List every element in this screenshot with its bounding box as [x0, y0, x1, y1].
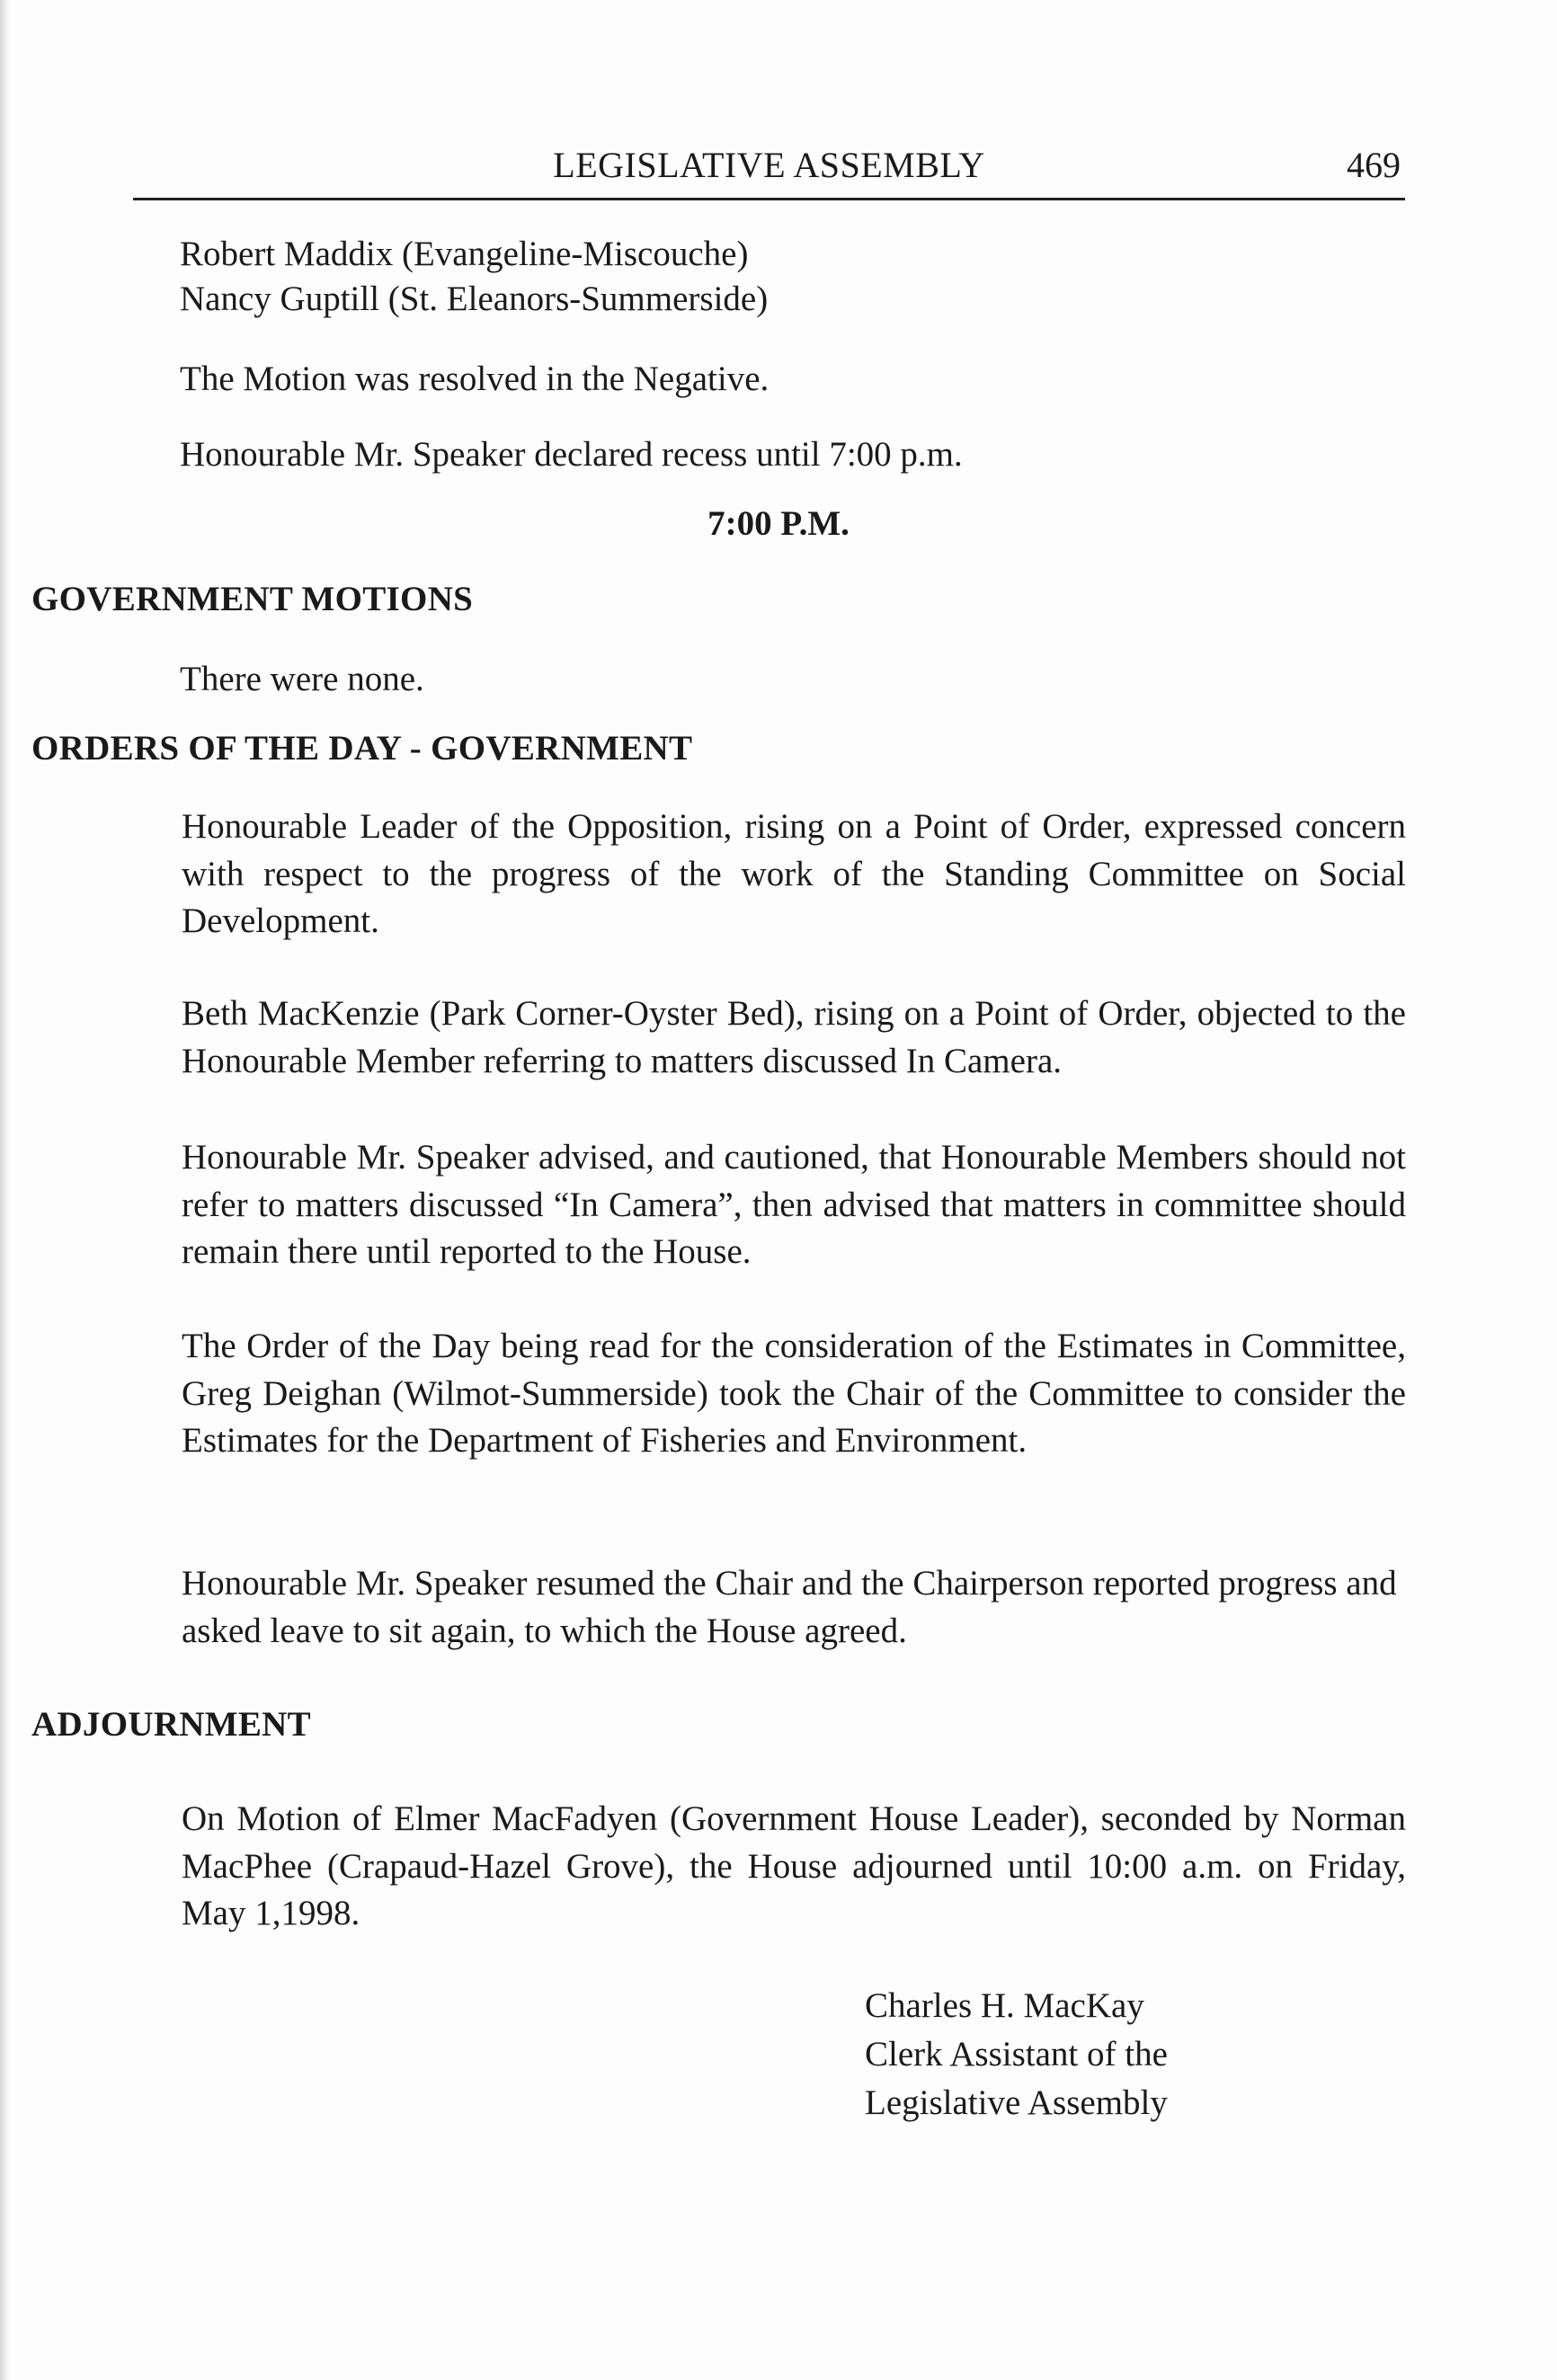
heading-adjournment: ADJOURNMENT [31, 1705, 311, 1744]
page-header-title: LEGISLATIVE ASSEMBLY [553, 145, 985, 185]
page-number: 469 [1347, 145, 1401, 185]
vote-list-item: Nancy Guptill (St. Eleanors-Summerside) [180, 280, 769, 318]
scan-edge-shadow [0, 0, 9, 2380]
heading-orders-of-the-day: ORDERS OF THE DAY - GOVERNMENT [31, 729, 693, 768]
vote-list [180, 232, 768, 322]
signature-title-line: Clerk Assistant of the [865, 2035, 1168, 2074]
paragraph-point-of-order-mackenzie: Beth MacKenzie (Park Corner-Oyster Bed), rising on a Point of Order, objected to the Honourable Member referring to matters discussed In Camera. [182, 994, 1406, 1080]
paragraph-speaker-caution: Honourable Mr. Speaker advised, and cautioned, that Honourable Members should not refer to matters discussed “In Camera”, then advised that matters in committee should remain there until reported to the House. [182, 1138, 1406, 1271]
paragraph-speaker-resumed-chair: Honourable Mr. Speaker resumed the Chair and the Chairperson reported progress and asked leave to sit again, to which the House agreed. [182, 1564, 1397, 1650]
government-motions-text: There were none. [180, 660, 424, 698]
time-heading: 7:00 P.M. [707, 504, 850, 543]
signature-block [865, 1982, 1168, 2127]
signature-name: Charles H. MacKay [865, 1986, 1144, 2025]
signature-title-line: Legislative Assembly [865, 2083, 1168, 2122]
paragraph-point-of-order-opposition: Honourable Leader of the Opposition, rising on a Point of Order, expressed concern with respect to the progress of the work of the Standing Committee on Social Development. [182, 807, 1406, 940]
vote-list-item: Robert Maddix (Evangeline-Miscouche) [180, 235, 749, 273]
heading-government-motions: GOVERNMENT MOTIONS [31, 580, 474, 618]
recess-statement: Honourable Mr. Speaker declared recess until 7:00 p.m. [180, 435, 963, 474]
page-header [133, 144, 1405, 200]
motion-result: The Motion was resolved in the Negative. [180, 360, 770, 398]
paragraph-adjournment: On Motion of Elmer MacFadyen (Government House Leader), seconded by Norman MacPhee (Crapaud-Hazel Grove), the House adjourned until 10:00 a.m. on Friday, May 1,1998. [182, 1799, 1406, 1932]
paragraph-estimates-committee: The Order of the Day being read for the consideration of the Estimates in Committee, Greg Deighan (Wilmot-Summerside) took the Chair of the Committee to consider the Estimates for the Department of Fisheries and Environment. [182, 1327, 1406, 1460]
